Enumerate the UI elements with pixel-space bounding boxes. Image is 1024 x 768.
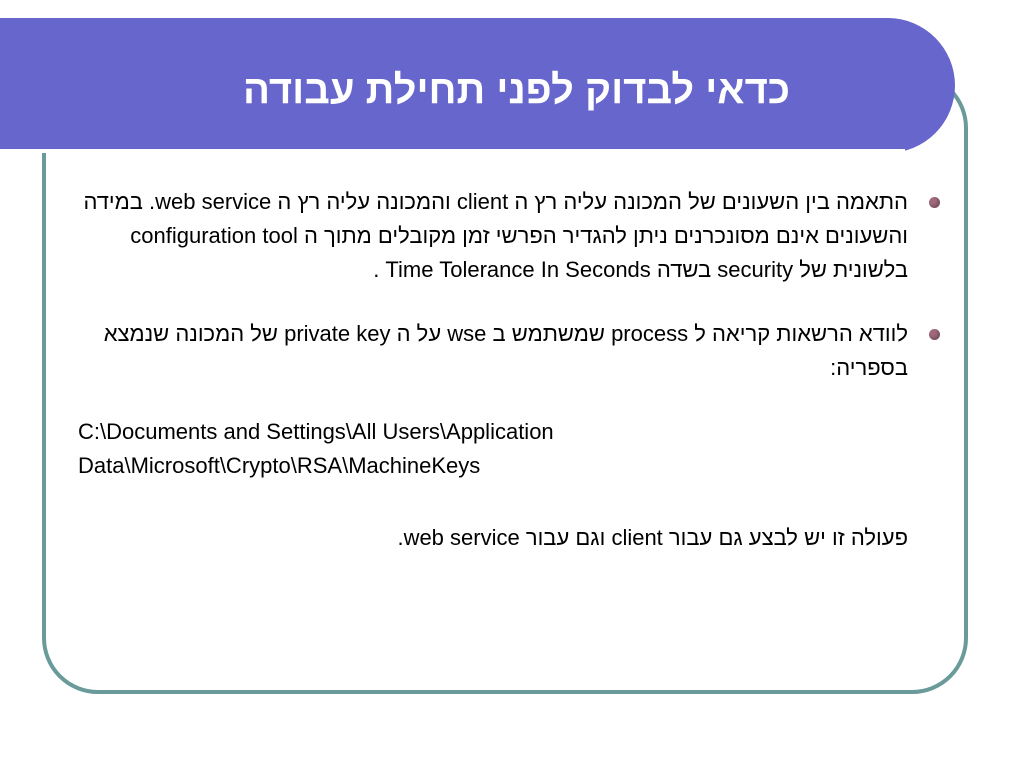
bullet-text: התאמה בין השעונים של המכונה עליה רץ ה client והמכונה עליה רץ ה web service. במידה והשעונים אינם מסונכרנים ניתן להגדיר הפרשי זמן מקובלים מתוך ה configuration tool בלשונית של security בשדה Time Tolerance In Seconds . bbox=[83, 189, 908, 282]
closing-note: פעולה זו יש לבצע גם עבור client וגם עבור web service. bbox=[397, 525, 908, 550]
title-bar bbox=[0, 18, 955, 153]
bullet-text: לוודא הרשאות קריאה ל process שמשתמש ב wse על ה private key של המכונה שנמצא בספריה: bbox=[103, 321, 908, 380]
bullet-icon bbox=[929, 197, 940, 208]
title-underline bbox=[0, 149, 905, 153]
bullet-item-clock-sync bbox=[78, 185, 908, 287]
bullet-item-permissions bbox=[78, 317, 908, 385]
machinekeys-path: C:\Documents and Settings\All Users\Application Data\Microsoft\Crypto\RSA\MachineKeys bbox=[78, 419, 554, 478]
slide-title: כדאי לבדוק לפני תחילת עבודה bbox=[243, 68, 790, 112]
bullet-icon bbox=[929, 329, 940, 340]
slide-body bbox=[78, 185, 908, 555]
